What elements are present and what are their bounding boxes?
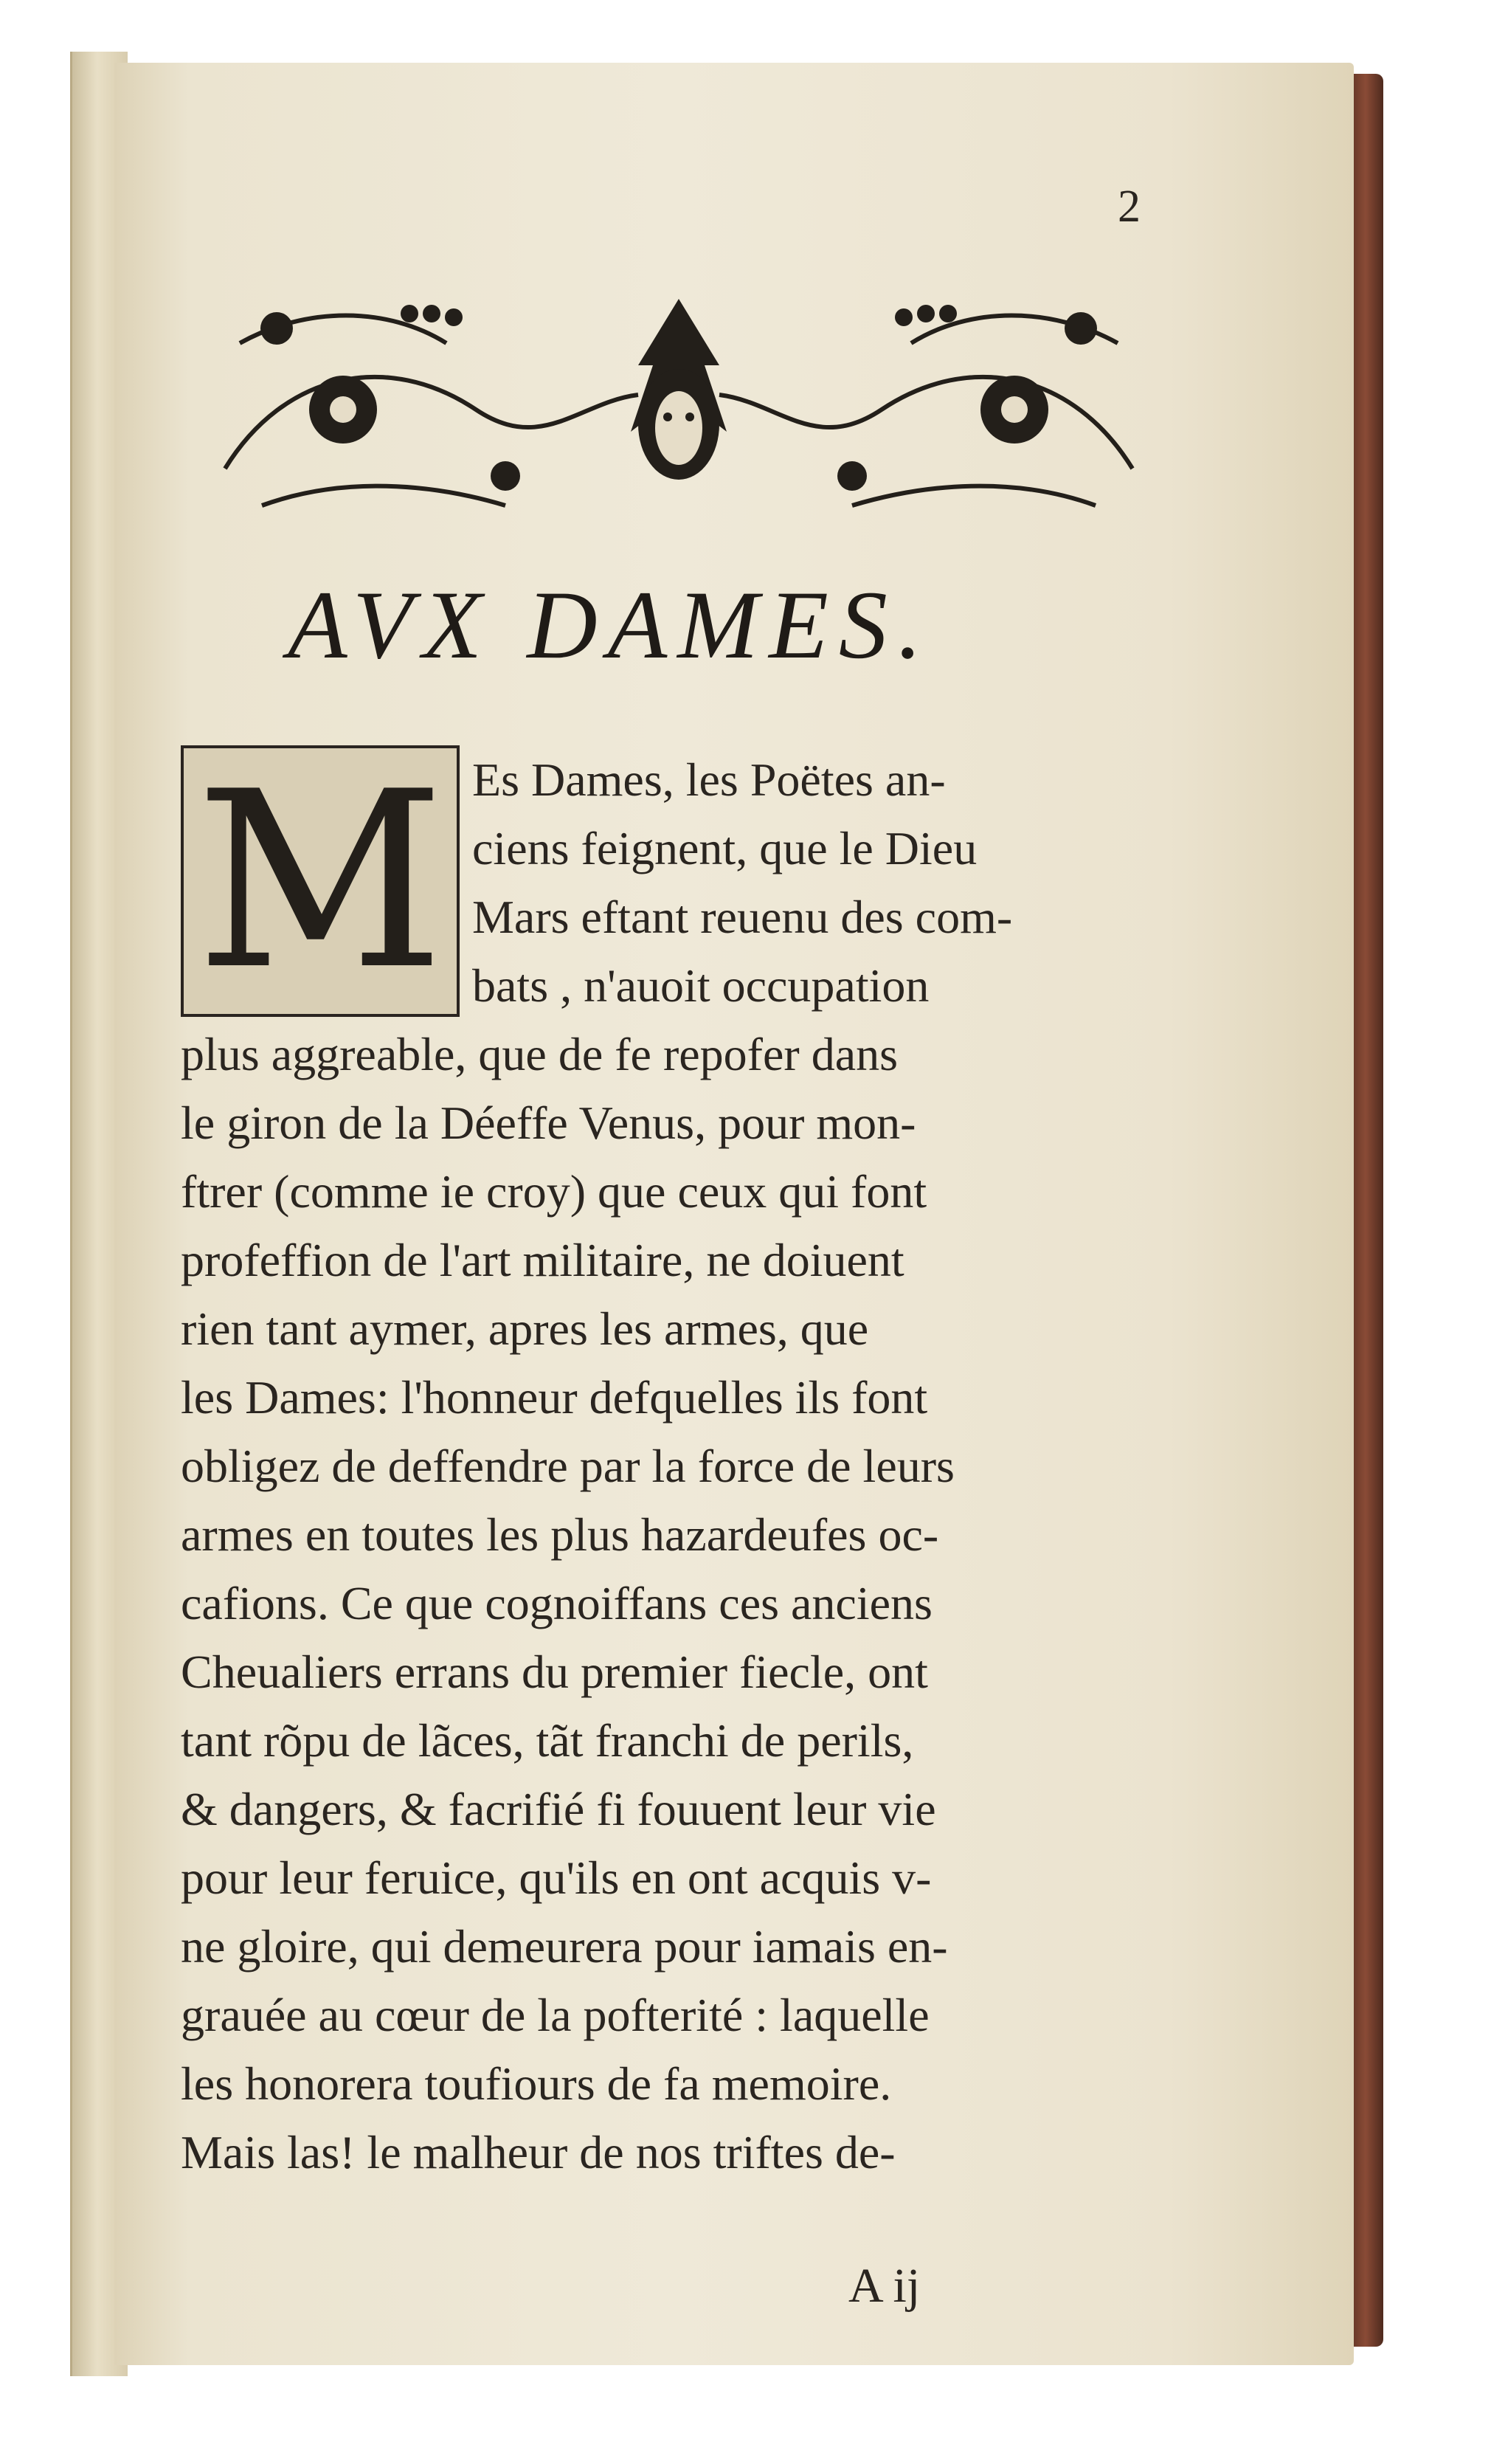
text-line: ftrer (comme ie croy) que ceux qui font xyxy=(181,1165,927,1218)
text-line: ne gloire, qui demeurera pour iamais en- xyxy=(181,1920,948,1973)
text-line: pour leur feruice, qu'ils en ont acquis v- xyxy=(181,1852,932,1904)
text-line: armes en toutes les plus hazardeufes oc- xyxy=(181,1508,939,1561)
page-title: AVX DAMES. xyxy=(288,570,933,679)
book-edge xyxy=(1354,74,1383,2347)
text-line: Mais las! le malheur de nos triftes de- xyxy=(181,2126,896,2178)
text-line: tant rõpu de lãces, tãt franchi de perils, xyxy=(181,1714,914,1767)
text-line: Mars eftant reuenu des com- xyxy=(472,891,1013,943)
text-line: bats , n'auoit occupation xyxy=(472,959,930,1012)
text-line: obligez de deffendre par la force de leurs xyxy=(181,1440,955,1492)
text-line: Cheualiers errans du premier fiecle, ont xyxy=(181,1646,928,1698)
text-line: rien tant aymer, apres les armes, que xyxy=(181,1302,869,1355)
text-line: ciens feignent, que le Dieu xyxy=(472,822,978,874)
text-line: le giron de la Déeffe Venus, pour mon- xyxy=(181,1097,916,1149)
page-number: 2 xyxy=(1118,182,1141,232)
floral-headpiece-ornament xyxy=(196,284,1162,528)
signature-mark: A ij xyxy=(848,2259,921,2313)
text-line: les Dames: l'honneur defquelles ils font xyxy=(181,1371,928,1423)
text-line: & dangers, & facrifié fi fouuent leur vie xyxy=(181,1783,936,1835)
text-line: plus aggreable, que de fe repofer dans xyxy=(181,1028,898,1080)
text-line: Es Dames, les Poëtes an- xyxy=(472,753,946,806)
text-line: profeffion de l'art militaire, ne doiuent xyxy=(181,1234,904,1286)
text-line: cafions. Ce que cognoiffans ces anciens xyxy=(181,1577,933,1629)
text-line: grauée au cœur de la pofterité : laquelle xyxy=(181,1989,930,2041)
body-text xyxy=(181,739,1155,2187)
text-line: les honorera toufiours de fa memoire. xyxy=(181,2057,892,2110)
drop-cap-letter: M xyxy=(196,739,445,1023)
